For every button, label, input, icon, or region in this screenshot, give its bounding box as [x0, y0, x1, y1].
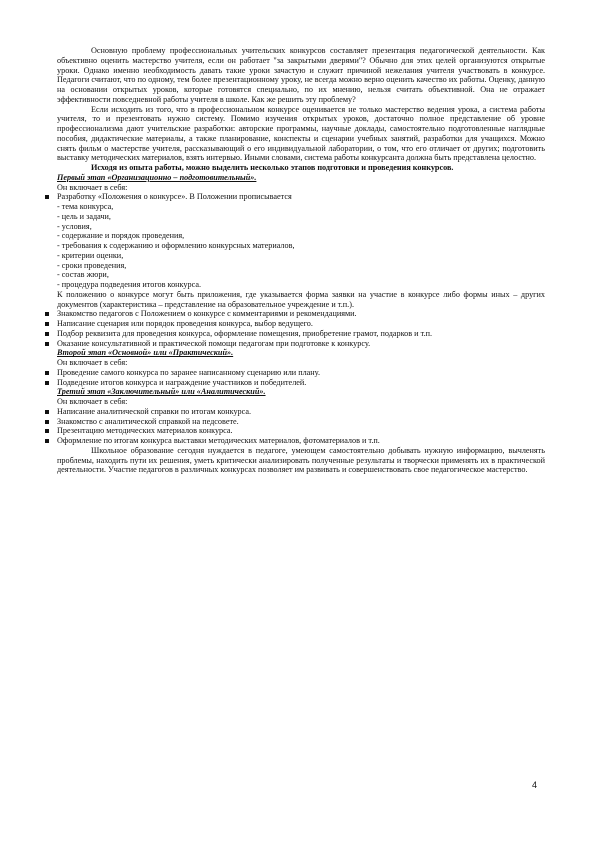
paragraph-stages-intro: Исходя из опыта работы, можно выделить несколько этапов подготовки и проведения конкурсов.: [91, 163, 454, 172]
paragraph-conclusion: Школьное образование сегодня нуждается в педагоге, умеющем самостоятельно добывать нужную информацию, вычленять проблемы, находить пути их решения, уметь критически анализировать полученные результаты и творчески применять их в практической деятельности. Участие педагогов в различных конкурсах позволяет им развивать и совершенствовать свое педагогическое мастерство.: [57, 445, 545, 475]
stage1-list: [57, 192, 545, 202]
list-item: [57, 426, 545, 436]
regulation-line: - цель и задачи,: [57, 211, 111, 221]
regulation-line: - процедура подведения итогов конкурса.: [57, 280, 202, 289]
list-item-text: Написание сценария или порядок проведения конкурса, выбор ведущего.: [57, 319, 313, 328]
paragraph-intro: Основную проблему профессиональных учительских конкурсов составляет презентация педагогической деятельности. Как объективно оценить мастерство учителя, если он работает "за закрытыми дверями"? Обычно для этих целей организуются открытые уроки. Однако именно необходимость давать такие уроки зачастую и служит причиной нежелания учителя участвовать в конкурсе. Педагоги считают, что по одному, тем более презентационному уроку, не всегда можно верно оценить качество их работы. Оценку, данную на основании открытых уроков, которые готовятся специально, по их мнению, нельзя считать объективной. Она не отражает эффективности повседневной работы учителя в школе. Как же решить эту проблему?: [57, 46, 545, 104]
regulation-lines: [57, 202, 545, 290]
bullet-icon: [45, 332, 49, 336]
list-item-text: Подбор реквизита для проведения конкурса, оформление помещения, приобретение грамот, подарков и т.п.: [57, 328, 433, 338]
bullet-icon: [45, 381, 49, 385]
list-item-text: Подведение итогов конкурса и награждение участников и победителей.: [57, 377, 307, 387]
list-item-text: Проведение самого конкурса по заранее написанному сценарию или плану.: [57, 367, 321, 377]
regulation-line: - тема конкурса,: [57, 202, 114, 211]
regulation-line: - требования к содержанию и оформлению конкурсных материалов,: [57, 241, 295, 250]
list-item: [57, 339, 545, 349]
bullet-icon: [45, 342, 49, 346]
list-item-text: Знакомство педагогов с Положением о конкурсе с комментариями и рекомендациями.: [57, 309, 357, 319]
appendix-note: К положению о конкурсе могут быть приложения, где указывается форма заявки на участие в конкурсе либо формы иных – других документов (характеристика – представление на образовательное учреждение и т.п.).: [57, 289, 545, 309]
list-item: [57, 436, 545, 446]
list-item: [57, 407, 545, 417]
stage3-title: Третий этап «Заключительный» или «Аналитический».: [57, 387, 266, 397]
stage2-includes: Он включает в себя:: [57, 358, 128, 367]
list-item: [57, 329, 545, 339]
regulation-line: - условия,: [57, 221, 92, 231]
list-item-text: Знакомство с аналитической справкой на педсовете.: [57, 416, 239, 426]
list-item: [57, 192, 545, 202]
stage1-title: Первый этап «Организационно – подготовительный».: [57, 172, 257, 182]
stage1-item-regulation: Разработку «Положения о конкурсе». В Положении прописывается: [57, 192, 292, 202]
page-content: [57, 46, 545, 475]
list-item-text: Оказание консультативной и практической помощи педагогам при подготовке к конкурсу.: [57, 338, 371, 348]
regulation-line: - содержание и порядок проведения,: [57, 231, 185, 241]
stage2-title: Второй этап «Основной» или «Практический».: [57, 348, 234, 358]
stage3-bullets: [57, 407, 545, 446]
page-number: 4: [532, 780, 538, 790]
list-item: [57, 417, 545, 427]
bullet-icon: [45, 371, 49, 375]
list-item: [57, 309, 545, 319]
stage3-includes: Он включает в себя:: [57, 397, 128, 406]
list-item: [57, 319, 545, 329]
bullet-icon: [45, 312, 49, 316]
list-item: [57, 368, 545, 378]
bullet-icon: [45, 195, 49, 199]
list-item-text: Оформление по итогам конкурса выставки методических материалов, фотоматериалов и т.п.: [57, 436, 380, 445]
stage1-includes: Он включает в себя:: [57, 182, 128, 192]
paragraph-system: Если исходить из того, что в профессиональном конкурсе оценивается не только мастерство ведения урока, а система работы учителя, то и презентовать нужно систему. Помимо изучения открытых уроков, достаточно полное представление об уровне профессионализма дают учительские разработки: авторские программы, научные доклады, самостоятельно подготовленные наглядные пособия, дидактические материалы, а также планирование, конспекты и сценарии учебных занятий, разработки для учащихся. Можно снять фильм о мастерстве учителя, рассказывающий о его индивидуальной лаборатории, о том, что его отличает от других; подготовить выставку методических материалов, взять интервью. Иными словами, система работы конкурсанта должна быть представлена целостно.: [57, 104, 545, 163]
bullet-icon: [45, 420, 49, 424]
bullet-icon: [45, 439, 49, 443]
list-item-text: Написание аналитической справки по итогам конкурса.: [57, 406, 252, 416]
bullet-icon: [45, 410, 49, 414]
list-item-text: Презентацию методических материалов конкурса.: [57, 426, 233, 436]
stage1-bullets: [57, 309, 545, 348]
stage2-bullets: [57, 368, 545, 388]
list-item: [57, 378, 545, 388]
regulation-line: - сроки проведения,: [57, 260, 127, 270]
regulation-line: - критерии оценки,: [57, 250, 124, 260]
bullet-icon: [45, 322, 49, 326]
regulation-line: - состав жюри,: [57, 270, 109, 280]
bullet-icon: [45, 429, 49, 433]
